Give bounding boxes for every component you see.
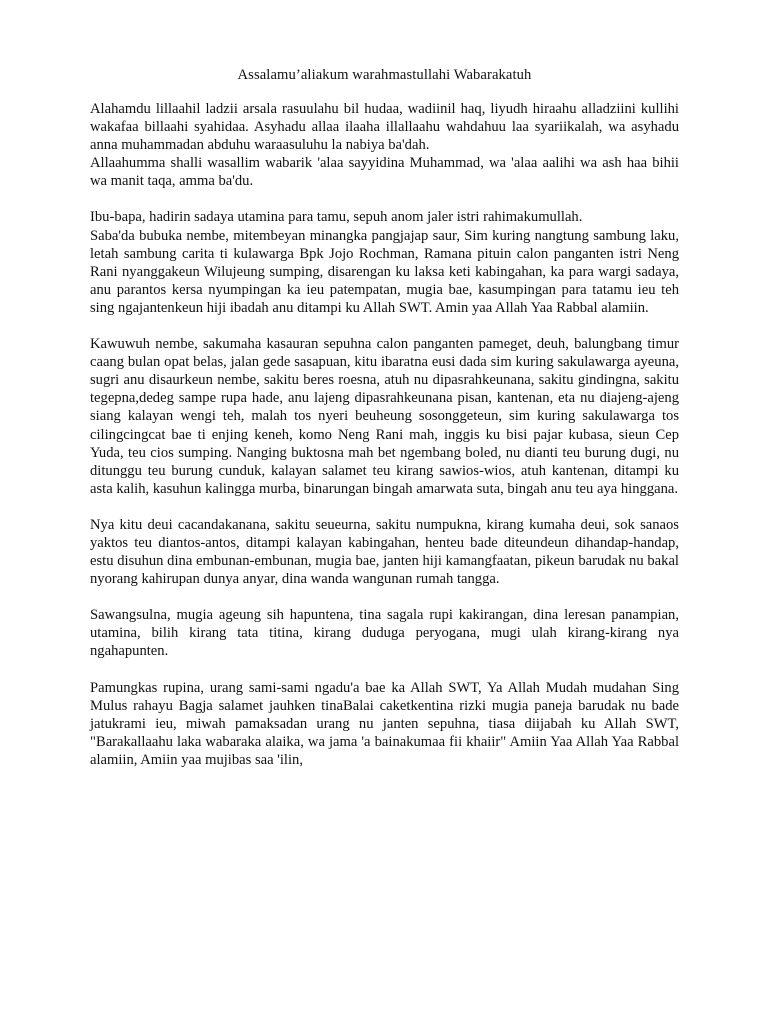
paragraph-closing-prayer: Pamungkas rupina, urang sami-sami ngadu'a bae ka Allah SWT, Ya Allah Mudah mudahan Sing Mulus rahayu Bagja salamet jauhken tinaBalai caketkentina rizki mugia paneja barudak nu bade jatukrami ieu, miwah pamaksadan urang nu janten sepuhna, tiasa diijabah ku Allah SWT, "Barakallaahu laka wabaraka alaika, wa jama 'a bainakumaa fii khaiir" Amiin Yaa Allah Yaa Rabbal alamiin, Amiin yaa mujibas saa 'ilin, xyxy=(90,679,679,768)
paragraph-spacer xyxy=(90,661,679,679)
paragraph-opening-arabic: Alahamdu lillaahil ladzii arsala rasuulahu bil hudaa, wadiinil haq, liyudh hiraahu alladziini kullihi wakafaa billaahi syahidaa. Asyhadu allaa ilaaha illallaahu wahdahuu laa syariikalah, wa asyhadu anna muhammadan abduhu waraasuluhu la nabiya ba'dah. xyxy=(90,101,679,154)
paragraph-spacer xyxy=(90,588,679,606)
paragraph-greeting: Ibu-bapa, hadirin sadaya utamina para tamu, sepuh anom jaler istri rahimakumullah. xyxy=(90,209,583,226)
paragraph-apology: Sawangsulna, mugia ageung sih hapuntena, tina sagala rupi kakirangan, dina leresan panampian, utamina, bilih kirang tata titina, kirang duduga peryogana, mugi ulah kirang-kirang nya ngahapunten. xyxy=(90,607,679,660)
document-page xyxy=(90,66,679,769)
paragraph-reception: Kawuwuh nembe, sakumaha kasauran sepuhna calon panganten pameget, deuh, balungbang timur caang bulan opat belas, jalan gede sasapuan, kitu ibaratna eusi dada sim kuring sakulawarga ayeuna, sugri anu disaurkeun nembe, sakitu beres roesna, atuh nu dipasrahkeunana, sakitu gindingna, sakitu tegepna,dedeg sampe rupa hade, anu lajeng dipasrahkeunana pisan, kantenan, eta nu diajeng-ajeng siang kalayan wengi teh, malah tos nyeri beuheung sosonggeteun, sim kuring sakulawarga tos cilingcingcat bae ti enjing keneh, komo Neng Rani mah, inggis ku bisi pajar kubasa, sieun Cep Yuda, teu cios sumping. Nanging buktosna mah bet ngembang boled, nu dianti teu burung dugi, nu ditunggu teu burung cunduk, kalayan salamet teu kirang sawios-wios, atuh kantenan, ditampi ku asta kalih, kasuhun kalingga murba, binarungan bingah amarwata suta, bingah anu teu aya hinggana. xyxy=(90,336,679,497)
paragraph-spacer xyxy=(90,190,679,208)
document-title: Assalamu’aliakum warahmastullahi Wabarakatuh xyxy=(237,67,532,83)
paragraph-gifts: Nya kitu deui cacandakanana, sakitu seueurna, sakitu numpukna, kirang kumaha deui, sok sanaos yaktos teu diantos-antos, ditampi kalayan kabingahan, henteu bade diteundeun dihandap-handap, estu disuhun dina embunan-embunan, mugia bae, janten hiji kamangfaatan, pikeun barudak nu bakal nyorang kahirupan dunya anyar, dina wanda wangunan rumah tangga. xyxy=(90,516,679,588)
paragraph-spacer xyxy=(90,498,679,516)
paragraph-spacer xyxy=(90,317,679,335)
paragraph-shalawat: Allaahumma shalli wasallim wabarik 'alaa sayyidina Muhammad, wa 'alaa aalihi wa ash haa bihii wa manit taqa, amma ba'du. xyxy=(90,155,679,190)
paragraph-welcome: Saba'da bubuka nembe, mitembeyan minangka pangjajap saur, Sim kuring nangtung sambung laku, letah sambung carita ti kulawarga Bpk Jojo Rochman, Ramana pituin calon panganten istri Neng Rani nyanggakeun Wilujeung sumping, disarengan ku laksa keti kabingahan, ka para wargi sadaya, anu parantos kersa nyumpingan ka ieu patempatan, mugia bae, kasumpingan para tatamu ieu teh sing ngajantenkeun hiji ibadah anu ditampi ku Allah SWT. Amin yaa Allah Yaa Rabbal alamiin. xyxy=(90,227,679,316)
